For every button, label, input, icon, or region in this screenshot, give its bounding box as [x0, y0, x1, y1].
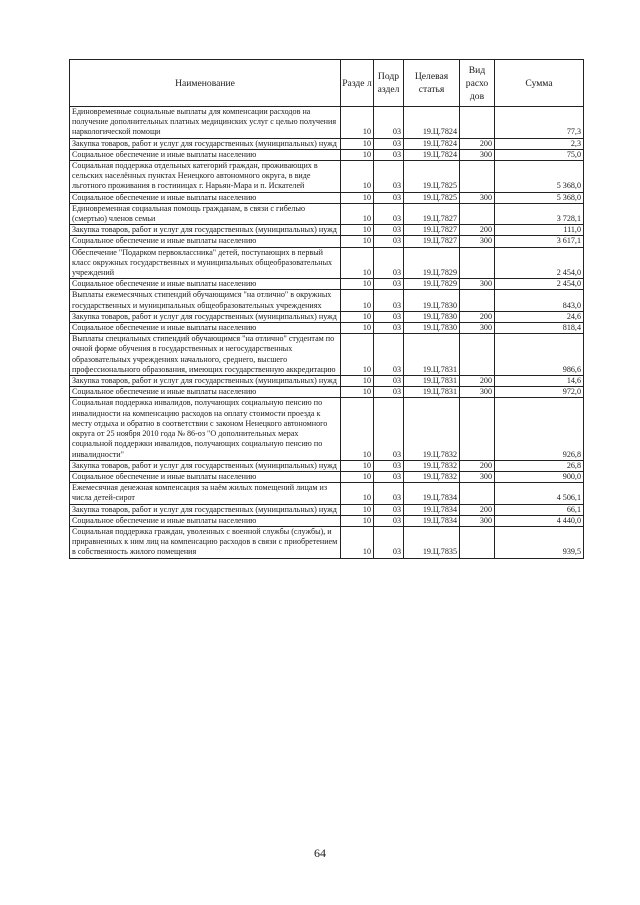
cell-subsection: 03 — [374, 376, 404, 387]
cell-subsection: 03 — [374, 387, 404, 398]
table-row — [70, 203, 584, 224]
cell-sum: 926,8 — [495, 398, 584, 460]
cell-name: Закупка товаров, работ и услуг для государственных (муниципальных) нужд — [70, 504, 341, 515]
cell-name: Выплаты ежемесячных стипендий обучающимся "на отлично" в окружных государственных и муниципальных общеобразовательных учреждениях — [70, 290, 341, 311]
cell-sum: 24,6 — [495, 311, 584, 322]
cell-target: 19.Ц.7831 — [404, 376, 460, 387]
cell-target: 19.Ц.7827 — [404, 203, 460, 224]
cell-subsection: 03 — [374, 311, 404, 322]
cell-expense-type: 200 — [460, 311, 495, 322]
cell-expense-type — [460, 334, 495, 376]
cell-expense-type: 200 — [460, 376, 495, 387]
table-row — [70, 290, 584, 311]
cell-target: 19.Ц.7825 — [404, 161, 460, 193]
cell-expense-type — [460, 247, 495, 279]
cell-target: 19.Ц.7832 — [404, 471, 460, 482]
cell-sum: 2,3 — [495, 138, 584, 149]
cell-name: Единовременная социальная помощь гражданам, в связи с гибелью (смертью) членов семьи — [70, 203, 341, 224]
cell-name: Социальная поддержка инвалидов, получающих социальную пенсию по инвалидности на компенсацию расходов на оплату стоимости проезда к месту отдыха и обратно в соответствии с законом Ненецкого автономного округа от 25 ноября 2010 года № 86-оз "О дополнительных мерах социальной поддержки инвалидов, получающих социальную пенсию по инвалидности" — [70, 398, 341, 460]
table-row — [70, 515, 584, 526]
cell-target: 19.Ц.7827 — [404, 225, 460, 236]
cell-sum: 900,0 — [495, 471, 584, 482]
cell-target: 19.Ц.7834 — [404, 504, 460, 515]
cell-name: Закупка товаров, работ и услуг для государственных (муниципальных) нужд — [70, 138, 341, 149]
cell-section: 10 — [341, 398, 374, 460]
cell-expense-type: 300 — [460, 149, 495, 160]
cell-sum: 3 617,1 — [495, 236, 584, 247]
table-row — [70, 376, 584, 387]
table-row — [70, 526, 584, 558]
cell-sum: 843,0 — [495, 290, 584, 311]
cell-name: Социальное обеспечение и иные выплаты населению — [70, 323, 341, 334]
table-row — [70, 334, 584, 376]
header-target: Целевая статья — [404, 60, 460, 107]
cell-section: 10 — [341, 460, 374, 471]
cell-sum: 818,4 — [495, 323, 584, 334]
cell-subsection: 03 — [374, 149, 404, 160]
cell-expense-type — [460, 203, 495, 224]
cell-section: 10 — [341, 149, 374, 160]
table-row — [70, 323, 584, 334]
table-row — [70, 387, 584, 398]
cell-target: 19.Ц.7824 — [404, 138, 460, 149]
cell-name: Социальное обеспечение и иные выплаты населению — [70, 192, 341, 203]
cell-expense-type: 300 — [460, 192, 495, 203]
cell-expense-type — [460, 398, 495, 460]
cell-section: 10 — [341, 290, 374, 311]
cell-section: 10 — [341, 311, 374, 322]
cell-section: 10 — [341, 526, 374, 558]
cell-sum: 66,1 — [495, 504, 584, 515]
table-row — [70, 398, 584, 460]
cell-name: Социальная поддержка граждан, уволенных с военной службы (службы), и приравненных к ним лиц на компенсацию расходов в связи с приобретением в собственность жилого помещения — [70, 526, 341, 558]
cell-target: 19.Ц.7827 — [404, 236, 460, 247]
cell-expense-type: 300 — [460, 515, 495, 526]
cell-target: 19.Ц.7831 — [404, 334, 460, 376]
cell-name: Социальное обеспечение и иные выплаты населению — [70, 279, 341, 290]
page-number: 64 — [314, 846, 326, 860]
cell-section: 10 — [341, 203, 374, 224]
table-row — [70, 311, 584, 322]
cell-name: Обеспечение "Подарком первоклассника" детей, поступающих в первый класс окружных государственных и муниципальных общеобразовательных учреждений — [70, 247, 341, 279]
cell-expense-type: 200 — [460, 460, 495, 471]
table-row — [70, 225, 584, 236]
cell-expense-type — [460, 483, 495, 504]
cell-section: 10 — [341, 376, 374, 387]
cell-sum: 14,6 — [495, 376, 584, 387]
table-row — [70, 192, 584, 203]
table-row — [70, 149, 584, 160]
cell-subsection: 03 — [374, 334, 404, 376]
cell-sum: 111,0 — [495, 225, 584, 236]
cell-section: 10 — [341, 279, 374, 290]
cell-expense-type: 200 — [460, 138, 495, 149]
cell-subsection: 03 — [374, 203, 404, 224]
cell-section: 10 — [341, 471, 374, 482]
cell-subsection: 03 — [374, 323, 404, 334]
cell-name: Социальное обеспечение и иные выплаты населению — [70, 387, 341, 398]
cell-section: 10 — [341, 504, 374, 515]
cell-expense-type — [460, 161, 495, 193]
cell-sum: 972,0 — [495, 387, 584, 398]
cell-target: 19.Ц.7830 — [404, 323, 460, 334]
cell-target: 19.Ц.7824 — [404, 107, 460, 139]
cell-subsection: 03 — [374, 398, 404, 460]
cell-section: 10 — [341, 236, 374, 247]
cell-section: 10 — [341, 225, 374, 236]
cell-subsection: 03 — [374, 290, 404, 311]
cell-target: 19.Ц.7834 — [404, 483, 460, 504]
cell-expense-type: 300 — [460, 323, 495, 334]
cell-name: Закупка товаров, работ и услуг для государственных (муниципальных) нужд — [70, 311, 341, 322]
cell-sum: 5 368,0 — [495, 192, 584, 203]
cell-name: Закупка товаров, работ и услуг для государственных (муниципальных) нужд — [70, 376, 341, 387]
cell-section: 10 — [341, 161, 374, 193]
cell-name: Закупка товаров, работ и услуг для государственных (муниципальных) нужд — [70, 225, 341, 236]
cell-target: 19.Ц.7832 — [404, 460, 460, 471]
cell-subsection: 03 — [374, 483, 404, 504]
cell-subsection: 03 — [374, 247, 404, 279]
cell-name: Социальное обеспечение и иные выплаты населению — [70, 471, 341, 482]
cell-target: 19.Ц.7830 — [404, 290, 460, 311]
header-sum: Сумма — [495, 60, 584, 107]
cell-sum: 2 454,0 — [495, 247, 584, 279]
table-row — [70, 247, 584, 279]
cell-section: 10 — [341, 107, 374, 139]
cell-sum: 4 440,0 — [495, 515, 584, 526]
cell-section: 10 — [341, 138, 374, 149]
table-row — [70, 161, 584, 193]
cell-sum: 3 728,1 — [495, 203, 584, 224]
cell-subsection: 03 — [374, 236, 404, 247]
table-row — [70, 504, 584, 515]
cell-sum: 986,6 — [495, 334, 584, 376]
cell-expense-type: 300 — [460, 236, 495, 247]
cell-expense-type — [460, 107, 495, 139]
cell-name: Единовременные социальные выплаты для компенсации расходов на получение дополнительных платных медицинских услуг с целью получения наркологической помощи — [70, 107, 341, 139]
table-header-row — [70, 60, 584, 107]
cell-section: 10 — [341, 323, 374, 334]
cell-sum: 2 454,0 — [495, 279, 584, 290]
header-section: Разде л — [341, 60, 374, 107]
cell-name: Социальное обеспечение и иные выплаты населению — [70, 149, 341, 160]
cell-subsection: 03 — [374, 471, 404, 482]
cell-target: 19.Ц.7830 — [404, 311, 460, 322]
cell-target: 19.Ц.7832 — [404, 398, 460, 460]
table-row — [70, 471, 584, 482]
header-subsection: Подр аздел — [374, 60, 404, 107]
cell-name: Ежемесячная денежная компенсация за наём жилых помещений лицам из числа детей-сирот — [70, 483, 341, 504]
cell-target: 19.Ц.7835 — [404, 526, 460, 558]
cell-section: 10 — [341, 247, 374, 279]
cell-name: Выплаты специальных стипендий обучающимся "на отлично" студентам по очной форме обучения в государственных и негосударственных образовательных учреждениях начального, среднего, высшего профессионального образования, имеющих государственную аккредитацию — [70, 334, 341, 376]
cell-expense-type: 300 — [460, 279, 495, 290]
cell-subsection: 03 — [374, 192, 404, 203]
cell-target: 19.Ц.7825 — [404, 192, 460, 203]
table-row — [70, 279, 584, 290]
cell-expense-type: 300 — [460, 471, 495, 482]
cell-subsection: 03 — [374, 161, 404, 193]
cell-subsection: 03 — [374, 225, 404, 236]
cell-subsection: 03 — [374, 515, 404, 526]
header-name: Наименование — [70, 60, 341, 107]
cell-subsection: 03 — [374, 504, 404, 515]
cell-target: 19.Ц.7824 — [404, 149, 460, 160]
cell-expense-type: 300 — [460, 387, 495, 398]
cell-target: 19.Ц.7829 — [404, 279, 460, 290]
cell-section: 10 — [341, 515, 374, 526]
cell-sum: 26,8 — [495, 460, 584, 471]
table-row — [70, 483, 584, 504]
cell-target: 19.Ц.7829 — [404, 247, 460, 279]
table-row — [70, 107, 584, 139]
cell-sum: 75,0 — [495, 149, 584, 160]
table-row — [70, 460, 584, 471]
budget-table — [69, 59, 584, 559]
cell-section: 10 — [341, 334, 374, 376]
header-expense-type: Вид расхо дов — [460, 60, 495, 107]
cell-subsection: 03 — [374, 138, 404, 149]
cell-sum: 77,3 — [495, 107, 584, 139]
cell-name: Социальная поддержка отдельных категорий граждан, проживающих в сельских населённых пунктах Ненецкого автономного округа, в виде льготного проживания в гостиницах г. Нарьян-Мара и п. Искателей — [70, 161, 341, 193]
cell-expense-type — [460, 526, 495, 558]
cell-name: Закупка товаров, работ и услуг для государственных (муниципальных) нужд — [70, 460, 341, 471]
cell-name: Социальное обеспечение и иные выплаты населению — [70, 236, 341, 247]
cell-expense-type: 200 — [460, 504, 495, 515]
cell-subsection: 03 — [374, 460, 404, 471]
cell-section: 10 — [341, 387, 374, 398]
cell-expense-type: 200 — [460, 225, 495, 236]
cell-subsection: 03 — [374, 107, 404, 139]
cell-section: 10 — [341, 192, 374, 203]
cell-section: 10 — [341, 483, 374, 504]
cell-subsection: 03 — [374, 279, 404, 290]
cell-target: 19.Ц.7834 — [404, 515, 460, 526]
cell-expense-type — [460, 290, 495, 311]
cell-target: 19.Ц.7831 — [404, 387, 460, 398]
cell-sum: 4 506,1 — [495, 483, 584, 504]
cell-sum: 5 368,0 — [495, 161, 584, 193]
table-row — [70, 138, 584, 149]
table-row — [70, 236, 584, 247]
cell-subsection: 03 — [374, 526, 404, 558]
cell-sum: 939,5 — [495, 526, 584, 558]
cell-name: Социальное обеспечение и иные выплаты населению — [70, 515, 341, 526]
